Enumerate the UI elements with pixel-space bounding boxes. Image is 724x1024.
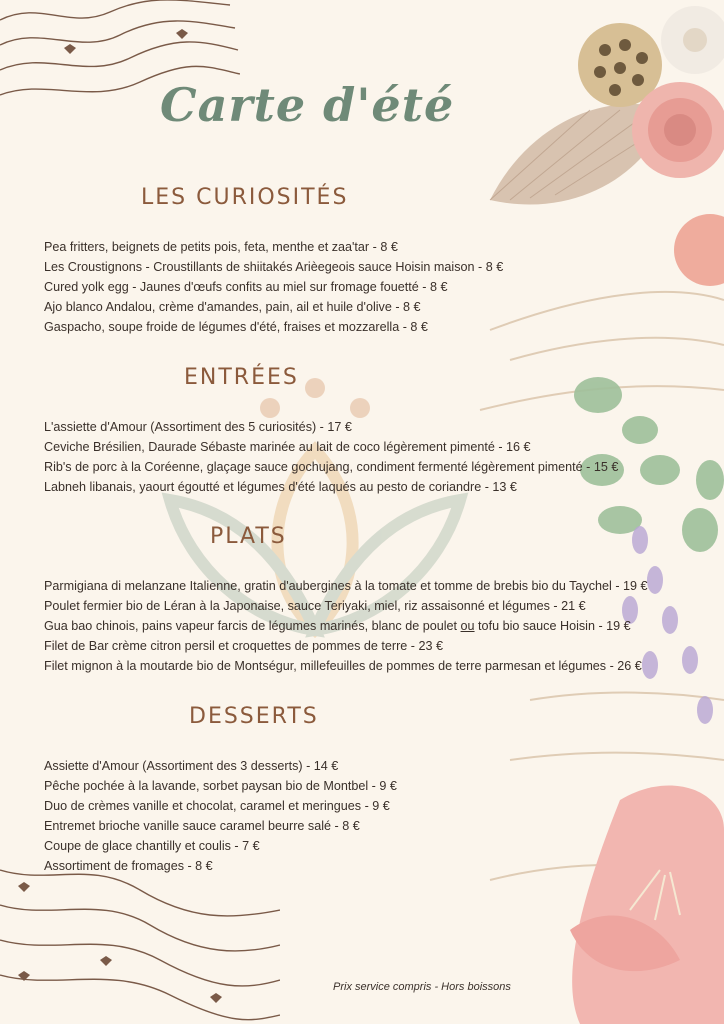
- menu-item: Gaspacho, soupe froide de légumes d'été, fraises et mozzarella - 8 €: [44, 320, 428, 334]
- wavy-lines-bottom-left-decoration: [0, 850, 280, 1024]
- curiosites-list: [44, 237, 503, 337]
- menu-item: Pea fritters, beignets de petits pois, feta, menthe et zaa'tar - 8 €: [44, 240, 398, 254]
- footer-note: Prix service compris - Hors boissons: [333, 981, 511, 993]
- floral-bouquet-decoration: [470, 0, 724, 1024]
- desserts-list: [44, 756, 397, 876]
- menu-item: Filet de Bar crème citron persil et croquettes de pommes de terre - 23 €: [44, 639, 443, 653]
- section-heading-plats: PLATS: [210, 524, 287, 549]
- menu-item: Entremet brioche vanille sauce caramel beurre salé - 8 €: [44, 819, 360, 833]
- menu-item: Ceviche Brésilien, Daurade Sébaste marinée au lait de coco légèrement pimenté - 16 €: [44, 440, 531, 454]
- menu-item: Ajo blanco Andalou, crème d'amandes, pain, ail et huile d'olive - 8 €: [44, 300, 421, 314]
- menu-item: Filet mignon à la moutarde bio de Montségur, millefeuilles de pommes de terre parmesan et légumes - 26 €: [44, 659, 642, 673]
- menu-item: Labneh libanais, yaourt égoutté et légumes d'été laqués au pesto de coriandre - 13 €: [44, 480, 517, 494]
- section-heading-entrees: ENTRÉES: [184, 365, 299, 390]
- menu-item: Assiette d'Amour (Assortiment des 3 desserts) - 14 €: [44, 759, 339, 773]
- menu-item: L'assiette d'Amour (Assortiment des 5 curiosités) - 17 €: [44, 420, 352, 434]
- section-heading-desserts: DESSERTS: [189, 704, 319, 729]
- menu-item: Les Croustignons - Croustillants de shiitakés Arièegeois sauce Hoisin maison - 8 €: [44, 260, 504, 274]
- section-heading-curiosites: LES CURIOSITÉS: [141, 185, 349, 210]
- menu-item: Rib's de porc à la Coréenne, glaçage sauce gochujang, condiment fermenté légèrement pimenté - 15 €: [44, 460, 619, 474]
- menu-item-gua-bao: [44, 616, 648, 636]
- menu-item-text: tofu bio sauce Hoisin - 19 €: [474, 619, 631, 633]
- menu-item-text: Gua bao chinois, pains vapeur farcis de légumes marinés, blanc de poulet: [44, 619, 461, 633]
- entrees-list: [44, 417, 618, 497]
- menu-item: Assortiment de fromages - 8 €: [44, 859, 213, 873]
- plats-list: [44, 576, 648, 676]
- menu-item: Pêche pochée à la lavande, sorbet paysan bio de Montbel - 9 €: [44, 779, 397, 793]
- menu-item: Parmigiana di melanzane Italienne, gratin d'aubergines à la tomate et tomme de brebis bio du Taychel - 19 €: [44, 579, 648, 593]
- menu-item: Poulet fermier bio de Léran à la Japonaise, sauce Teriyaki, miel, riz assaisonné et légumes - 21 €: [44, 599, 586, 613]
- menu-title: Carte d'été: [160, 78, 455, 132]
- menu-item: Coupe de glace chantilly et coulis - 7 €: [44, 839, 260, 853]
- underlined-word: ou: [460, 619, 475, 633]
- menu-item: Cured yolk egg - Jaunes d'œufs confits au miel sur fromage fouetté - 8 €: [44, 280, 448, 294]
- menu-item: Duo de crèmes vanille et chocolat, caramel et meringues - 9 €: [44, 799, 390, 813]
